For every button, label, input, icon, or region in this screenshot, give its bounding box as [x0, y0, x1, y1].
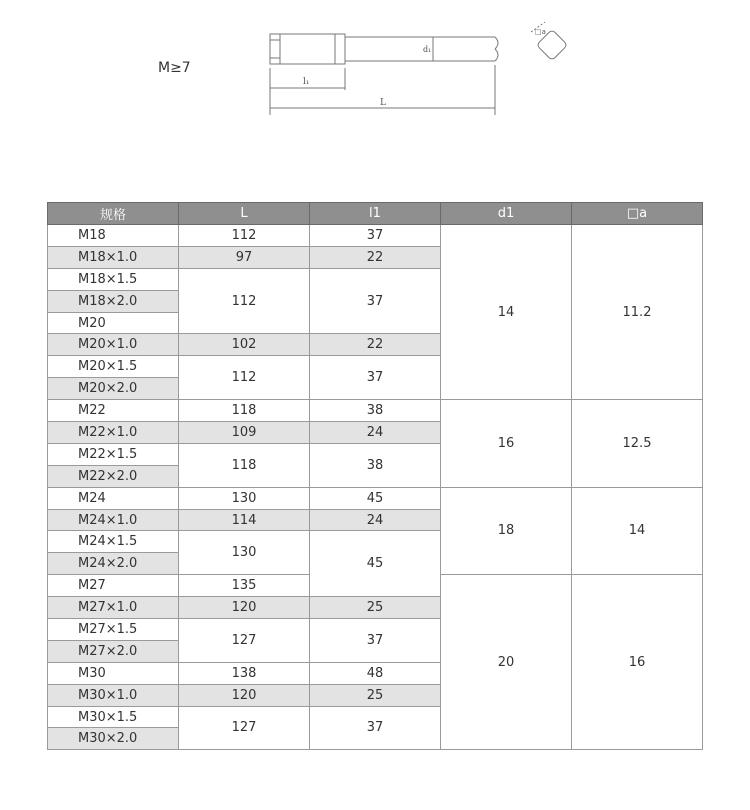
spec-cell: M27×1.0: [48, 597, 179, 619]
spec-cell: M22×1.5: [48, 443, 179, 465]
L-cell: 130: [179, 487, 310, 509]
l1-cell: 37: [310, 268, 441, 334]
l1-cell: 38: [310, 400, 441, 422]
spec-cell: M22: [48, 400, 179, 422]
d1-cell: 16: [441, 400, 572, 488]
spec-cell: M20×2.0: [48, 378, 179, 400]
size-note: M≥7: [158, 60, 191, 76]
header-d1: d1: [441, 203, 572, 225]
d1-cell: 20: [441, 575, 572, 750]
spec-cell: M24×1.5: [48, 531, 179, 553]
l1-cell: 37: [310, 706, 441, 750]
spec-table: [47, 202, 703, 750]
L-cell: 109: [179, 422, 310, 444]
L-cell: 130: [179, 531, 310, 575]
L-cell: 120: [179, 684, 310, 706]
spec-cell: M18: [48, 225, 179, 247]
d1-cell: 18: [441, 487, 572, 575]
l1-cell: 24: [310, 422, 441, 444]
spec-cell: M30: [48, 662, 179, 684]
d1-cell: 14: [441, 225, 572, 400]
header-l1: l1: [310, 203, 441, 225]
spec-cell: M20×1.0: [48, 334, 179, 356]
l1-cell: 45: [310, 487, 441, 509]
spec-cell: M20×1.5: [48, 356, 179, 378]
spec-cell: M27×1.5: [48, 619, 179, 641]
d1-label: d₁: [423, 45, 432, 54]
L-cell: 138: [179, 662, 310, 684]
spec-cell: M30×2.0: [48, 728, 179, 750]
l1-cell: 25: [310, 684, 441, 706]
a-cell: 14: [572, 487, 703, 575]
spec-cell: M24×2.0: [48, 553, 179, 575]
L-cell: 112: [179, 356, 310, 400]
L-cell: 120: [179, 597, 310, 619]
L-cell: 135: [179, 575, 310, 597]
L-cell: 112: [179, 225, 310, 247]
l1-cell: 37: [310, 619, 441, 663]
spec-cell: M27: [48, 575, 179, 597]
L-cell: 127: [179, 706, 310, 750]
header-a: □a: [572, 203, 703, 225]
spec-cell: M24×1.0: [48, 509, 179, 531]
a-cell: 16: [572, 575, 703, 750]
L-cell: 118: [179, 400, 310, 422]
L-cell: 97: [179, 246, 310, 268]
spec-cell: M27×2.0: [48, 640, 179, 662]
l1-cell: 22: [310, 246, 441, 268]
spec-cell: M22×1.0: [48, 422, 179, 444]
a-label: □a: [535, 28, 546, 36]
l1-cell: 22: [310, 334, 441, 356]
L-cell: 114: [179, 509, 310, 531]
L-cell: 112: [179, 268, 310, 334]
tap-drawing: [255, 20, 595, 120]
l1-cell: 48: [310, 662, 441, 684]
l1-cell: 25: [310, 597, 441, 619]
l1-cell: 37: [310, 225, 441, 247]
L-cell: 102: [179, 334, 310, 356]
spec-cell: M30×1.0: [48, 684, 179, 706]
l1-cell: 37: [310, 356, 441, 400]
l1-label: l₁: [303, 77, 310, 87]
l1-cell: 45: [310, 531, 441, 597]
L-cell: 118: [179, 443, 310, 487]
a-cell: 11.2: [572, 225, 703, 400]
l1-cell: 24: [310, 509, 441, 531]
spec-cell: M18×2.0: [48, 290, 179, 312]
spec-cell: M20: [48, 312, 179, 334]
spec-cell: M18×1.0: [48, 246, 179, 268]
L-label: L: [380, 98, 386, 108]
spec-cell: M24: [48, 487, 179, 509]
L-cell: 127: [179, 619, 310, 663]
header-L: L: [179, 203, 310, 225]
spec-cell: M30×1.5: [48, 706, 179, 728]
l1-cell: 38: [310, 443, 441, 487]
header-spec: 规格: [48, 203, 179, 225]
spec-cell: M18×1.5: [48, 268, 179, 290]
a-cell: 12.5: [572, 400, 703, 488]
spec-cell: M22×2.0: [48, 465, 179, 487]
